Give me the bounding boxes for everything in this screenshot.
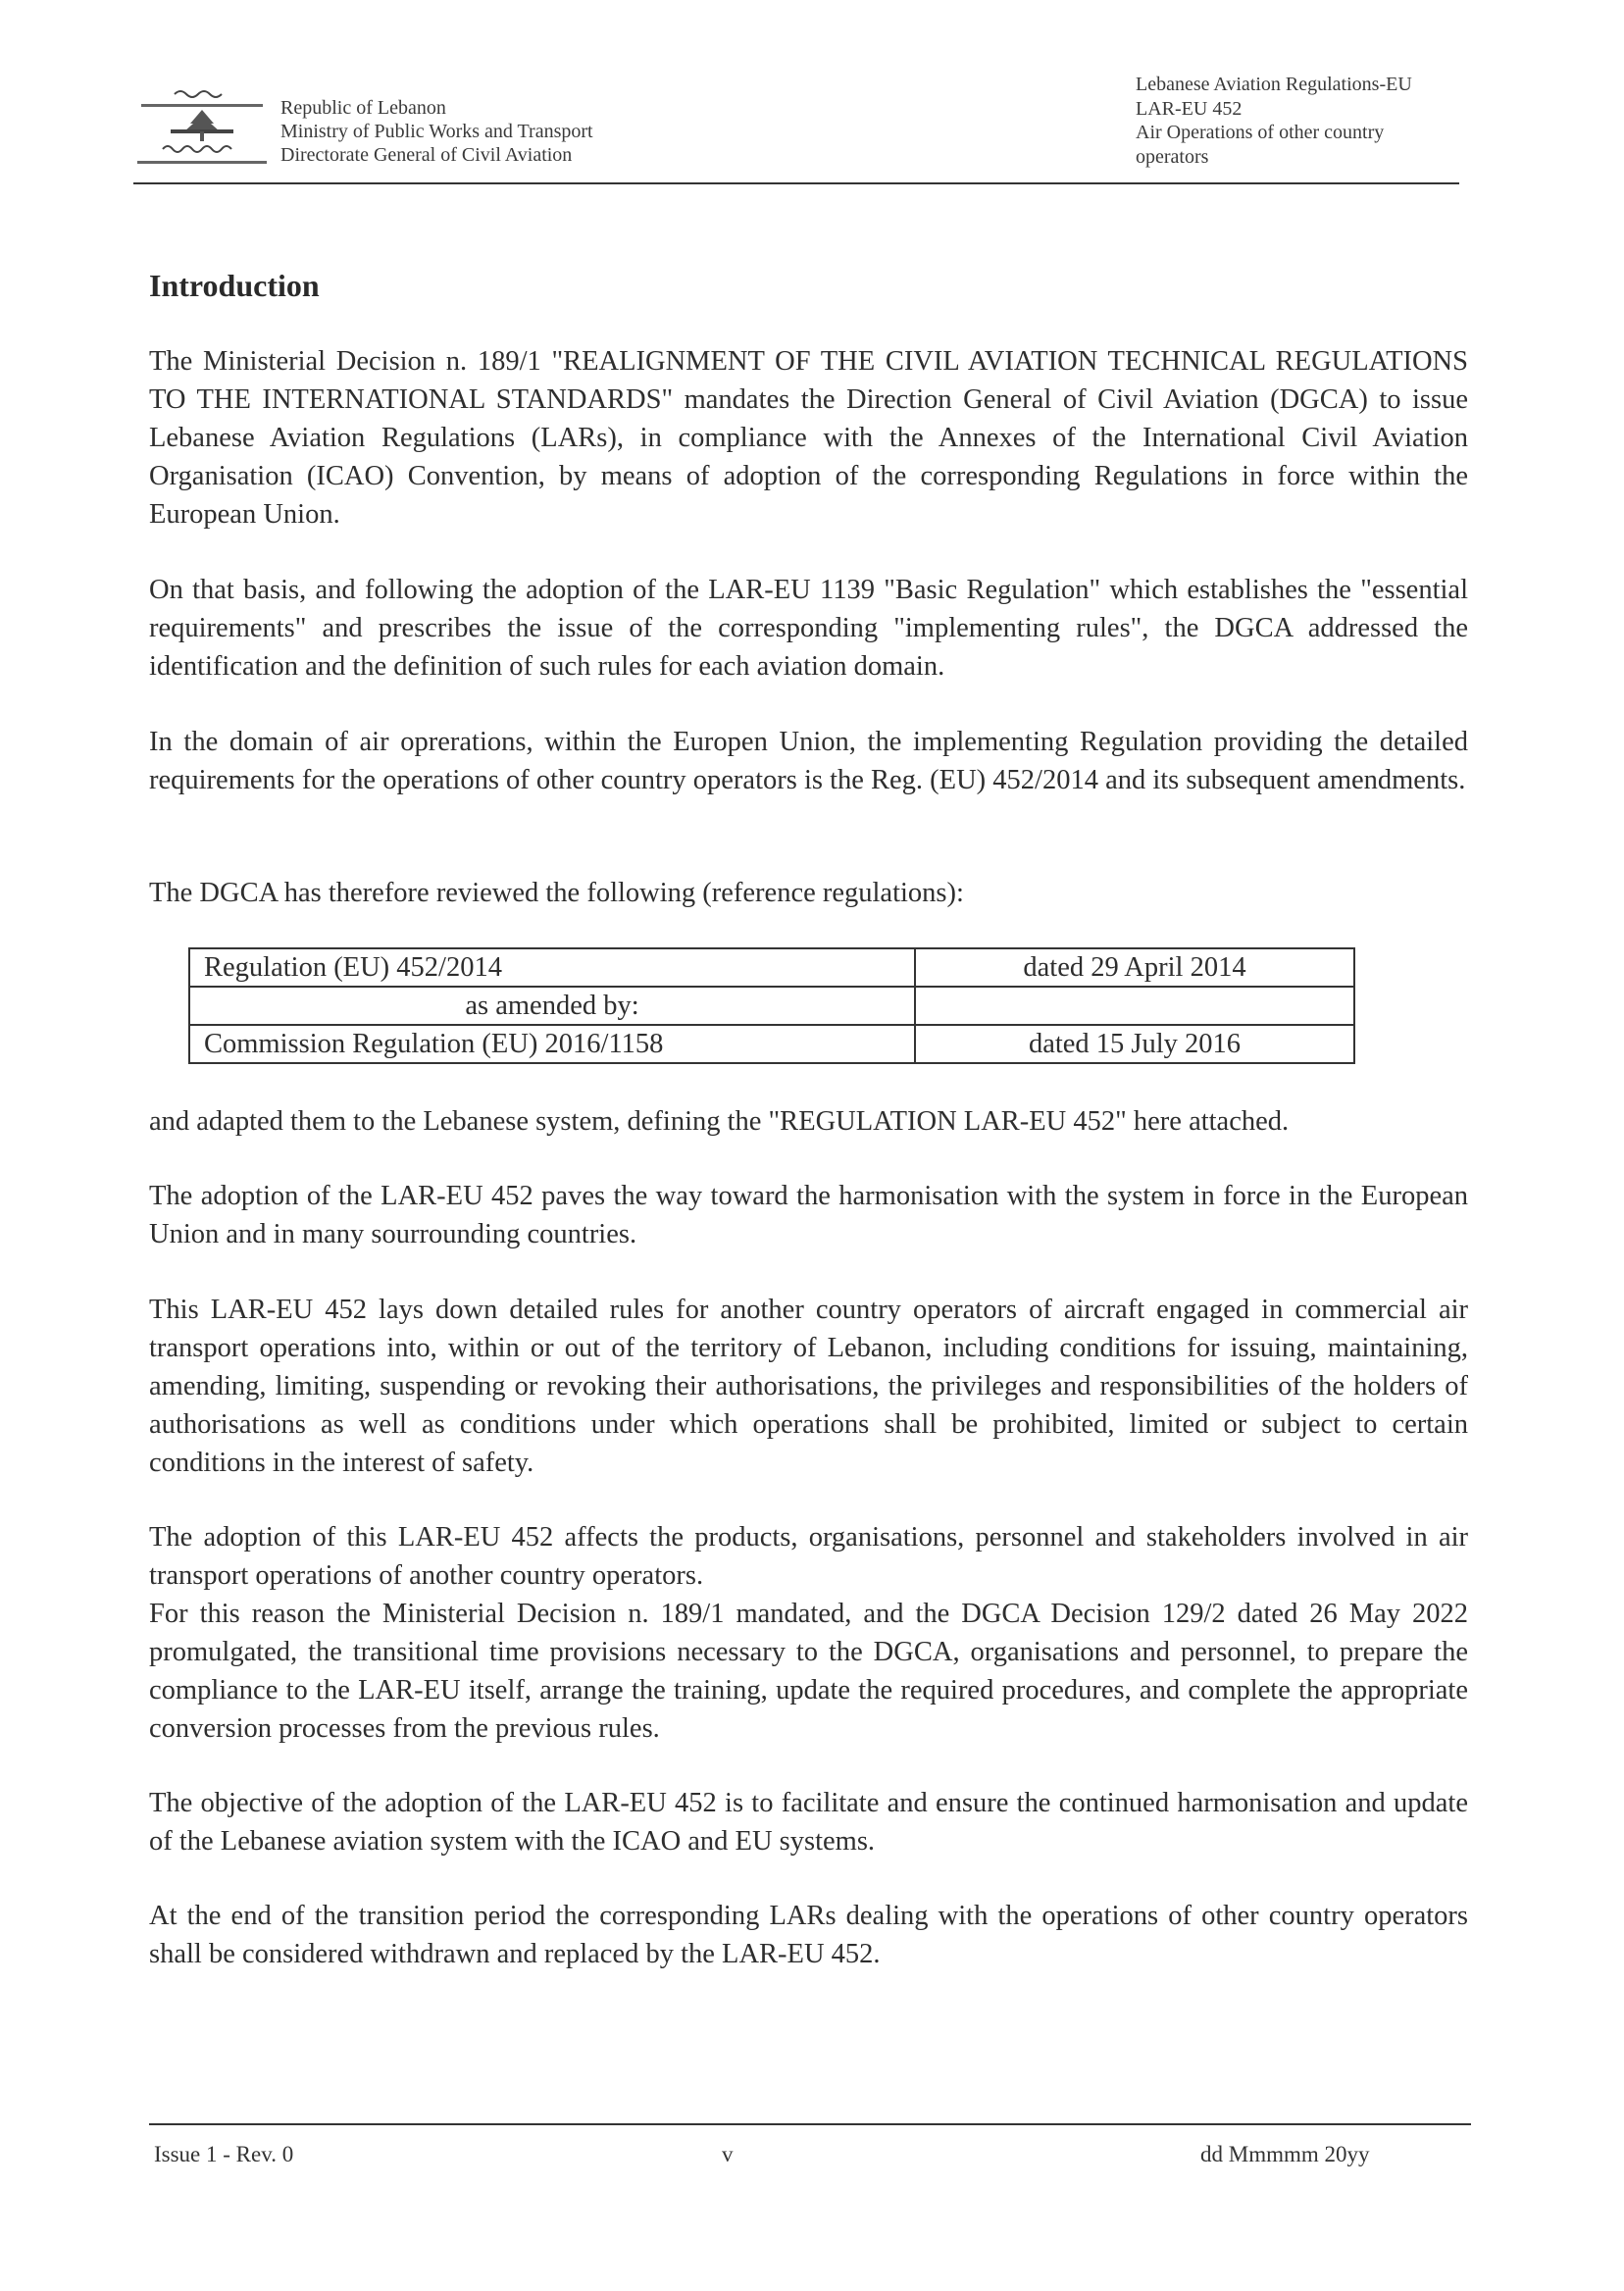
header-organization	[280, 96, 593, 167]
header-ministry: Ministry of Public Works and Transport	[280, 121, 593, 142]
paragraph-objective: The objective of the adoption of the LAR-EU 452 is to facilitate and ensure the continued harmonisation and update of the Lebanese aviation system with the ICAO and EU systems.	[149, 1788, 1468, 1857]
table-cell-date	[915, 987, 1354, 1025]
header-regulation-number: LAR-EU 452	[1136, 97, 1243, 120]
page-header	[133, 73, 1459, 182]
header-regulation-title-line1: Air Operations of other country	[1136, 122, 1385, 143]
paragraph-reference-intro: The DGCA has therefore reviewed the following (reference regulations):	[149, 878, 964, 908]
header-regulation-title-line2: operators	[1136, 145, 1209, 168]
paragraph-withdrawal: At the end of the transition period the corresponding LARs dealing with the operations of other country operators shall be considered withdrawn and replaced by the LAR-EU 452.	[149, 1901, 1468, 1969]
table-cell-regulation: Commission Regulation (EU) 2016/1158	[189, 1025, 915, 1063]
paragraph-mandate: The Ministerial Decision n. 189/1 "REALIGNMENT OF THE CIVIL AVIATION TECHNICAL REGULATIONS TO THE INTERNATIONAL STANDARDS" mandates the Direction General of Civil Aviation (DGCA) to issue Lebanese Aviation Regulations (LARs), in compliance with the Annexes of the International Civil Aviation Organisation (ICAO) Convention, by means of adoption of the corresponding Regulations in force within the European Union.	[149, 346, 1468, 530]
table-cell-regulation: as amended by:	[189, 987, 915, 1025]
paragraph-adaptation: and adapted them to the Lebanese system, defining the "REGULATION LAR-EU 452" here attached.	[149, 1106, 1290, 1137]
header-regulation-series: Lebanese Aviation Regulations-EU	[1136, 74, 1412, 95]
table-row	[189, 1025, 1354, 1063]
paragraph-affects: The adoption of this LAR-EU 452 affects the products, organisations, personnel and stakeholders involved in air transport operations of another country operators.	[149, 1522, 1468, 1591]
header-document-info	[1136, 73, 1459, 169]
footer-page-number: v	[722, 2142, 734, 2166]
paragraph-harmonisation: The adoption of the LAR-EU 452 paves the way toward the harmonisation with the system in force in the European Union and in many sourrounding countries.	[149, 1181, 1468, 1249]
reference-regulations-table	[188, 947, 1355, 1064]
paragraph-basic-regulation: On that basis, and following the adoption of the LAR-EU 1139 "Basic Regulation" which establishes the "essential requirements" and prescribes the issue of the corresponding "implementing rules", the DGCA addressed the identification and the definition of such rules for each aviation domain.	[149, 575, 1468, 682]
table-row	[189, 987, 1354, 1025]
footer-date: dd Mmmmm 20yy	[1200, 2142, 1370, 2166]
ministry-logo-icon	[133, 80, 271, 178]
table-cell-date: dated 15 July 2016	[915, 1025, 1354, 1063]
header-directorate: Directorate General of Civil Aviation	[280, 144, 573, 166]
table-cell-date: dated 29 April 2014	[915, 948, 1354, 987]
paragraph-air-operations: In the domain of air oprerations, within the Europen Union, the implementing Regulation providing the detailed requirements for the operations of other country operators is the Reg. (EU) 452/2014 and its subsequent amendments.	[149, 727, 1468, 795]
table-row	[189, 948, 1354, 987]
header-divider	[133, 182, 1459, 184]
paragraph-detailed-rules: This LAR-EU 452 lays down detailed rules for another country operators of aircraft engaged in commercial air transport operations into, within or out of the territory of Lebanon, including conditions for issuing, maintaining, amending, limiting, suspending or revoking their authorisations, the privileges and responsibilities of the holders of authorisations as well as conditions under which operations shall be prohibited, limited or subject to certain conditions in the interest of safety.	[149, 1295, 1468, 1478]
paragraph-transition-provisions: For this reason the Ministerial Decision n. 189/1 mandated, and the DGCA Decision 129/2 dated 26 May 2022 promulgated, the transitional time provisions necessary to the DGCA, organisations and personnel, to prepare the compliance to the LAR-EU itself, arrange the training, update the required procedures, and complete the appropriate conversion processes from the previous rules.	[149, 1599, 1468, 1744]
footer-issue: Issue 1 - Rev. 0	[154, 2142, 294, 2166]
footer-divider	[149, 2123, 1471, 2125]
header-country: Republic of Lebanon	[280, 97, 446, 119]
table-cell-regulation: Regulation (EU) 452/2014	[189, 948, 915, 987]
section-heading: Introduction	[149, 268, 320, 303]
